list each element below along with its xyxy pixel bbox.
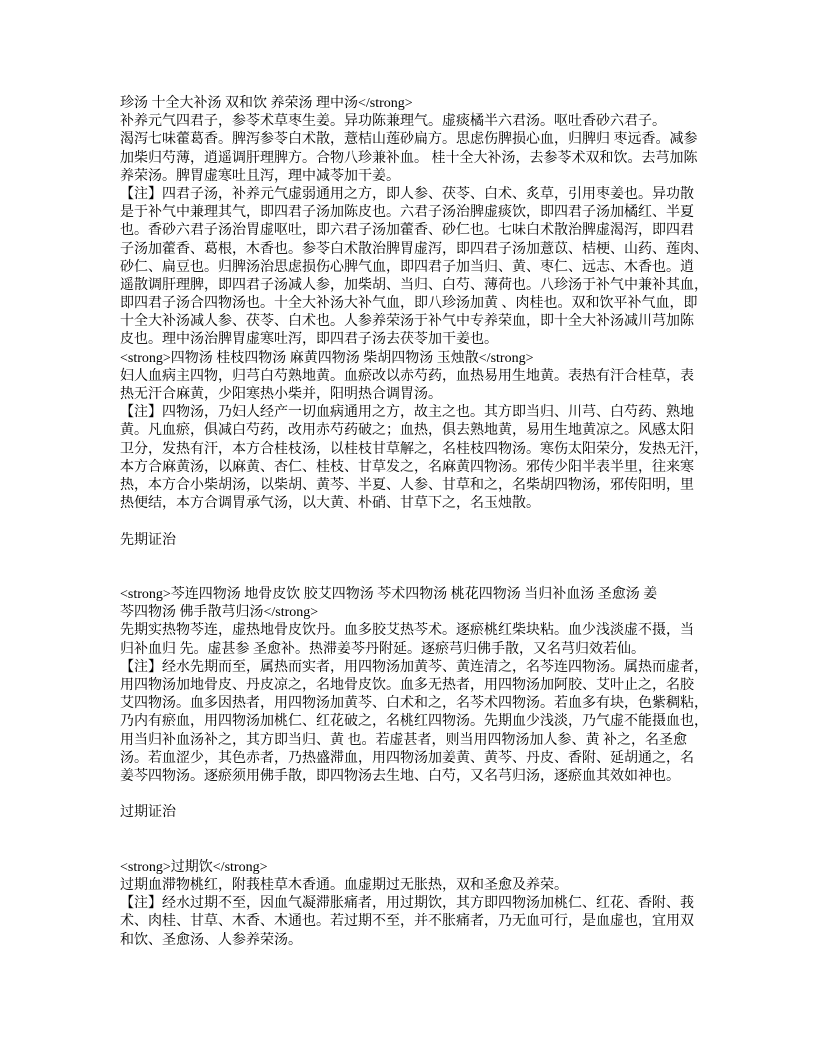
note-line: 子汤加藿香、葛根，木香也。参苓白术散治脾胃虚泻，即四君子汤加薏苡、桔梗、山药、莲肉、 [120,241,708,257]
note-line: 艾四物汤。血多因热者，用四物汤加黄芩、白术和之，名芩术四物汤。若血多有块，色紫稠粘， [120,696,708,712]
note-line: 用当归补血汤补之，其方即当归、黄 也。若虚甚者，则当用四物汤加人参、黄 补之，名圣愈 [120,732,687,748]
blank-line [120,568,700,586]
heading-tail-line: 珍汤 十全大补汤 双和饮 养荣汤 理中汤</strong> [120,96,413,111]
note-line: 热，本方合小柴胡汤，以柴胡、黄芩、半夏、人参、甘草和之，名柴胡四物汤，邪传阳明，里 [120,477,694,493]
note-line: 【注】四君子汤，补养元气虚弱通用之方，即人参、茯苓、白术、炙草，引用枣姜也。异功散 [120,186,694,202]
verse-line: 妇人血病主四物，归芎白芍熟地黄。血瘀改以赤芍药，血热易用生地黄。表热有汗合桂草，表 [120,368,694,384]
verse-line: 归补血归 先。虚甚参 圣愈补。热滞姜芩丹附延。逐瘀芎归佛手散，又名芎归效若仙。 [120,641,645,657]
verse-line: 热无汗合麻黄，少阳寒热小柴并，阳明热合调胃汤。 [120,387,442,402]
formula-heading-line: <strong>过期饮</strong> [120,859,268,875]
verse-line: 加柴归芍薄，逍遥调肝理脾方。合物八珍兼补血。 桂十全大补汤，去参苓术双和饮。去芎加陈 [120,150,698,166]
note-line: 姜芩四物汤。逐瘀须用佛手散，即四物汤去生地、白芍，又名芎归汤，逐瘀血其效如神也。 [120,768,680,784]
note-line: 十全大补汤减人参、茯苓、白术也。人参养荣汤于补气中专养荣血，即十全大补汤减川芎加陈 [120,314,694,330]
document-body [120,95,708,950]
formula-heading-line: <strong>芩连四物汤 地骨皮饮 胶艾四物汤 芩术四物汤 桃花四物汤 当归补血汤 圣愈汤 姜 [120,587,658,603]
verse-line: 过期血滞物桃红，附莪桂草木香通。血虚期过无胀热，双和圣愈及养荣。 [120,878,568,894]
section-title-early-period: 先期证治 [120,532,176,548]
note-line: 热便结，本方合调胃承气汤，以大黄、朴硝、甘草下之，名玉烛散。 [120,496,540,512]
blank-line [120,513,700,531]
blank-line [120,823,700,841]
note-line: 乃内有瘀血，用四物汤加桃仁、红花破之，名桃红四物汤。先期血少浅淡，乃气虚不能摄血也， [120,714,708,730]
verse-line: 渴泻七味藿葛香。脾泻参苓白术散，薏桔山莲砂扁方。思虑伤脾损心血，归脾归 枣远香。减参 [120,132,698,148]
note-line: 即四君子汤合四物汤也。十全大补汤大补气血，即八珍汤加黄 、肉桂也。双和饮平补气血，即 [120,296,698,312]
note-line: 卫分，发热有汗，本方合桂枝汤，以桂枝甘草解之，名桂枝四物汤。寒伤太阳荣分，发热无汗， [120,441,708,457]
note-line: 本方合麻黄汤，以麻黄、杏仁、桂枝、甘草发之，名麻黄四物汤。邪传少阳半表半里，往来寒 [120,459,694,475]
note-line: 也。香砂六君子汤治胃虚呕吐，即六君子汤加藿香、砂仁也。七味白术散治脾虚渴泻，即四君 [120,223,694,239]
note-line: 黄。凡血瘀，俱减白芍药，改用赤芍药破之；血热，俱去熟地黄，易用生地黄凉之。风感太阳 [120,423,694,439]
formula-heading-line: <strong>四物汤 桂枝四物汤 麻黄四物汤 柴胡四物汤 玉烛散</strong> [120,350,534,366]
note-line: 用四物汤加地骨皮、丹皮凉之，名地骨皮饮。血多无热者，用四物汤加阿胶、艾叶止之，名胶 [120,678,694,693]
note-line: 术、肉桂、甘草、木香、木通也。若过期不至，并不胀痛者，乃无血可行，是血虚也，宜用双 [120,914,694,930]
note-line: 汤。若血涩少，其色赤者，乃热盛滞血，用四物汤加姜黄、黄芩、丹皮、香附、延胡通之，名 [120,750,694,766]
formula-heading-line: 芩四物汤 佛手散芎归汤</strong> [120,605,319,621]
note-line: 和饮、圣愈汤、人参养荣汤。 [120,932,302,948]
note-line: 砂仁、扁豆也。归脾汤治思虑损伤心脾气血，即四君子加当归、黄、枣仁、远志、木香也。逍 [120,259,694,275]
note-line: 【注】经水过期不至，因血气凝滞胀痛者，用过期饮，其方即四物汤加桃仁、红花、香附、莪 [120,896,694,912]
blank-line [120,786,700,804]
blank-line [120,841,700,859]
note-line: 皮也。理中汤治脾胃虚寒吐泻，即四君子汤去茯苓加干姜也。 [120,332,498,348]
note-line: 是于补气中兼理其气，即四君子汤加陈皮也。六君子汤治脾虚痰饮，即四君子汤加橘红、半夏 [120,205,694,221]
note-line: 【注】四物汤，乃妇人经产一切血病通用之方，故主之也。其方即当归、川芎、白芍药、熟地 [120,405,694,421]
note-line: 遥散调肝理脾，即四君子汤减人参，加柴胡、当归、白芍、薄荷也。八珍汤于补气中兼补其血， [120,277,708,293]
verse-line: 先期实热物芩连，虚热地骨皮饮丹。血多胶艾热芩术。逐瘀桃红柴块粘。血少浅淡虚不摄，当 [120,623,694,639]
blank-line [120,550,700,568]
verse-line: 补养元气四君子，参苓术草枣生姜。异功陈兼理气。虚痰橘半六君汤。呕吐香砂六君子。 [120,114,666,130]
note-line: 【注】经水先期而至，属热而实者，用四物汤加黄芩、黄连清之，名芩连四物汤。属热而虚者， [120,659,708,675]
verse-line: 养荣汤。脾胃虚寒吐且泻，理中减苓加干姜。 [120,168,400,184]
section-title-late-period: 过期证治 [120,805,176,821]
